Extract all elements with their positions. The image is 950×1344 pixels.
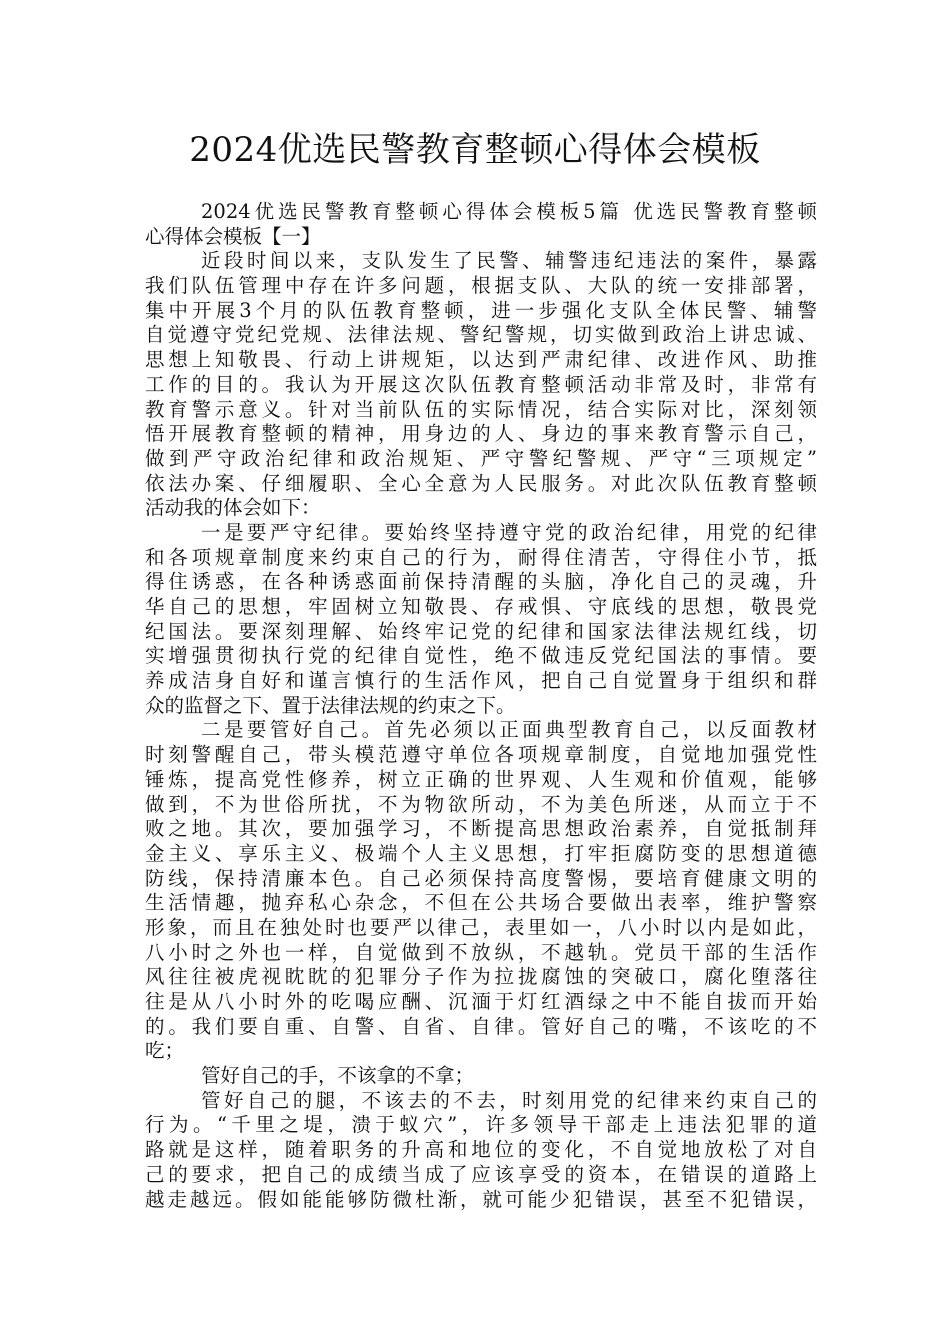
- text-line: 众的监督之下、置于法律法规的约束之下。: [145, 693, 516, 717]
- text-line: 做到，不为世俗所扰，不为物欲所动，不为美色所迷，从而立于不: [145, 792, 817, 816]
- text-line: 悟开展教育整顿的精神，用身边的人、身边的事来教育警示自己，: [145, 422, 817, 446]
- text-line: 2024优选民警教育整顿心得体会模板5篇 优选民警教育整顿: [201, 200, 817, 223]
- text-line: 锤炼，提高党性修养，树立正确的世界观、人生观和价值观，能够: [145, 767, 817, 791]
- text-line: 近段时间以来，支队发生了民警、辅警违纪违法的案件，暴露: [201, 249, 817, 273]
- text-line: 行为。“千里之堤，溃于蚁穴”，许多领导干部走上违法犯罪的道: [145, 1113, 817, 1137]
- text-line: 的。我们要自重、自警、自省、自律。管好自己的嘴，不该吃的不: [145, 1014, 817, 1038]
- text-line: 养成洁身自好和谨言慎行的生活作风，把自己自觉置身于组织和群: [145, 669, 817, 693]
- text-line: 依法办案、仔细履职、全心全意为人民服务。对此次队伍教育整顿: [145, 471, 817, 495]
- text-line: 自觉遵守党纪党规、法律法规、警纪警规，切实做到政治上讲忠诚、: [145, 323, 817, 347]
- text-line: 败之地。其次，要加强学习，不断提高思想政治素养，自觉抵制拜: [145, 817, 817, 841]
- document-body: [145, 200, 817, 1212]
- text-line: 得住诱惑，在各种诱惑面前保持清醒的头脑，净化自己的灵魂，升: [145, 570, 817, 594]
- text-line: 管好自己的手，不该拿的不拿；: [201, 1064, 475, 1088]
- text-line: 教育警示意义。针对当前队伍的实际情况，结合实际对比，深刻领: [145, 397, 817, 421]
- text-line: 二是要管好自己。首先必须以正面典型教育自己，以反面教材: [201, 718, 817, 742]
- text-line: 思想上知敬畏、行动上讲规矩，以达到严肃纪律、改进作风、助推: [145, 348, 817, 372]
- text-line: 我们队伍管理中存在许多问题，根据支队、大队的统一安排部署，: [145, 274, 817, 298]
- text-line: 管好自己的腿，不该去的不去，时刻用党的纪律来约束自己的: [201, 1088, 817, 1112]
- text-line: 和各项规章制度来约束自己的行为，耐得住清苦，守得住小节，抵: [145, 545, 817, 569]
- text-line: 己的要求，把自己的成绩当成了应该享受的资本，在错误的道路上: [145, 1162, 817, 1186]
- text-line: 一是要严守纪律。要始终坚持遵守党的政治纪律，用党的纪律: [201, 520, 817, 544]
- text-line: 防线，保持清廉本色。自己必须保持高度警惕，要培育健康文明的: [145, 866, 817, 890]
- text-line: 华自己的思想，牢固树立知敬畏、存戒惧、守底线的思想，敬畏党: [145, 595, 817, 618]
- text-line: 越走越远。假如能能够防微杜渐，就可能少犯错误，甚至不犯错误，: [145, 1187, 817, 1211]
- text-line: 形象，而且在独处时也要严以律己，表里如一，八小时以内是如此，: [145, 915, 817, 939]
- text-line: 往是从八小时外的吃喝应酬、沉湎于灯红酒绿之中不能自拔而开始: [145, 990, 817, 1013]
- text-line: 时刻警醒自己，带头模范遵守单位各项规章制度，自觉地加强党性: [145, 743, 817, 767]
- text-line: 生活情趣，抛弃私心杂念，不但在公共场合要做出表率，维护警察: [145, 891, 817, 915]
- text-line: 活动我的体会如下：: [145, 496, 321, 520]
- text-line: 吃；: [145, 1039, 185, 1063]
- text-line: 心得体会模板【一】: [145, 224, 321, 248]
- text-line: 实增强贯彻执行党的纪律自觉性，绝不做违反党纪国法的事情。要: [145, 644, 817, 668]
- text-line: 集中开展3个月的队伍教育整顿，进一步强化支队全体民警、辅警: [145, 298, 817, 322]
- text-line: 风往往被虎视眈眈的犯罪分子作为拉拢腐蚀的突破口，腐化堕落往: [145, 965, 817, 989]
- text-line: 八小时之外也一样，自觉做到不放纵，不越轨。党员干部的生活作: [145, 940, 817, 964]
- document-title: 2024优选民警教育整顿心得体会模板: [189, 130, 761, 170]
- text-line: 路就是这样，随着职务的升高和地位的变化，不自觉地放松了对自: [145, 1138, 817, 1162]
- text-line: 工作的目的。我认为开展这次队伍教育整顿活动非常及时，非常有: [145, 372, 817, 396]
- text-line: 金主义、享乐主义、极端个人主义思想，打牢拒腐防变的思想道德: [145, 841, 817, 865]
- text-line: 纪国法。要深刻理解、始终牢记党的纪律和国家法律法规红线，切: [145, 619, 817, 643]
- text-line: 做到严守政治纪律和政治规矩、严守警纪警规、严守“三项规定”: [145, 446, 817, 470]
